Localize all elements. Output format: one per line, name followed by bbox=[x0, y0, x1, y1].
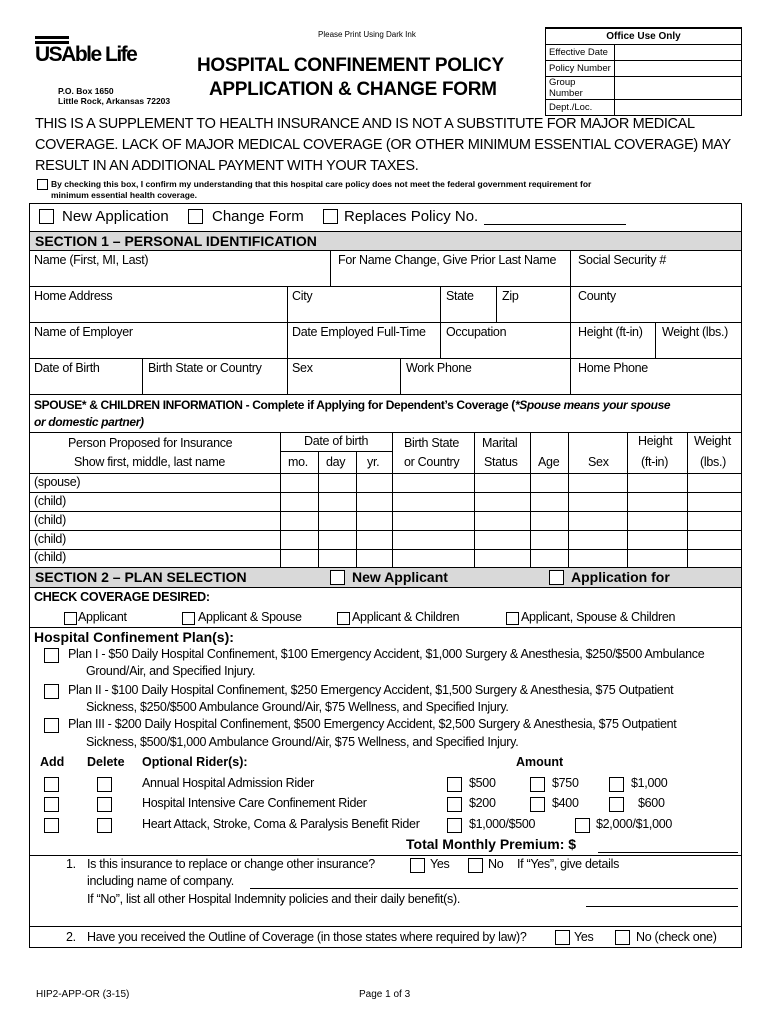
field-date-employed[interactable]: Date Employed Full-Time bbox=[292, 325, 426, 339]
rider-3-amount-2-checkbox[interactable] bbox=[575, 818, 590, 833]
section-2-header bbox=[30, 568, 741, 588]
field-date-of-birth[interactable]: Date of Birth bbox=[34, 361, 100, 375]
field-height[interactable]: Height (ft-in) bbox=[578, 325, 643, 339]
col-birth-state-1: Birth State bbox=[404, 436, 460, 450]
rider-1-name: Annual Hospital Admission Rider bbox=[142, 776, 315, 790]
col-marital-2: Status bbox=[484, 455, 518, 469]
plans-heading: Hospital Confinement Plan(s): bbox=[34, 629, 234, 645]
rider-1-delete-checkbox[interactable] bbox=[97, 777, 112, 792]
plan-1-text-line-1: Plan I - $50 Daily Hospital Confinement, $100 Emergency Accident, $1,000 Surgery & Anesthesia, $250/$500 Ambulance bbox=[68, 647, 705, 661]
col-year: yr. bbox=[367, 455, 380, 469]
field-ssn[interactable]: Social Security # bbox=[578, 253, 666, 267]
office-group-number-value[interactable] bbox=[615, 77, 742, 100]
confirm-text-line-1: By checking this box, I confirm my understanding that this hospital care policy does not meet the federal government requirement for bbox=[51, 179, 592, 189]
question-2-text: Have you received the Outline of Coverage (in those states where required by law)? bbox=[87, 930, 527, 944]
col-person-1: Person Proposed for Insurance bbox=[68, 436, 233, 450]
question-1-text: Is this insurance to replace or change other insurance? bbox=[87, 857, 375, 871]
confirm-checkbox[interactable] bbox=[37, 179, 48, 190]
question-2-no-label: No (check one) bbox=[636, 930, 717, 944]
total-premium-label: Total Monthly Premium: $ bbox=[406, 836, 577, 852]
disclaimer-text: THIS IS A SUPPLEMENT TO HEALTH INSURANCE AND IS NOT A SUBSTITUTE FOR MAJOR MEDICAL COVERAGE. LACK OF MAJOR MEDICAL COVERAGE (OR OTHER MINIMUM ESSENTIAL COVERAGE) MAY RESULT IN AN ADDITIONAL PAYMENT WITH YOUR TAXES. bbox=[35, 116, 731, 174]
plan-1-text-line-2: Ground/Air, and Specified Injury. bbox=[86, 664, 256, 678]
rider-1-amount-1: $500 bbox=[469, 776, 496, 790]
spouse-heading bbox=[34, 397, 740, 431]
plan-1-checkbox[interactable] bbox=[44, 648, 59, 663]
question-1-policies-field[interactable] bbox=[586, 906, 738, 907]
coverage-applicant-checkbox[interactable] bbox=[64, 612, 77, 625]
rider-1-amount-2: $750 bbox=[552, 776, 579, 790]
col-marital-1: Marital bbox=[482, 436, 518, 450]
field-city[interactable]: City bbox=[292, 289, 313, 303]
dependent-row-child-4[interactable]: (child) bbox=[34, 550, 66, 564]
col-sex: Sex bbox=[588, 455, 609, 469]
rider-3-delete-checkbox[interactable] bbox=[97, 818, 112, 833]
field-name[interactable]: Name (First, MI, Last) bbox=[34, 253, 149, 267]
col-day: day bbox=[326, 455, 346, 469]
new-application-label: New Application bbox=[62, 208, 169, 225]
field-home-phone[interactable]: Home Phone bbox=[578, 361, 648, 375]
col-weight-2: (lbs.) bbox=[700, 455, 726, 469]
office-policy-number: Policy Number bbox=[546, 61, 615, 77]
plan-3-text-line-2: Sickness, $500/$1,000 Ambulance Ground/Air, $75 Wellness, and Specified Injury. bbox=[86, 735, 519, 749]
plan-2-text-line-2: Sickness, $250/$500 Ambulance Ground/Air, $75 Wellness, and Specified Injury. bbox=[86, 700, 509, 714]
col-age: Age bbox=[538, 455, 560, 469]
coverage-applicant-children-label: Applicant & Children bbox=[352, 610, 460, 624]
rider-1-amount-2-checkbox[interactable] bbox=[530, 777, 545, 792]
col-date-of-birth: Date of birth bbox=[304, 434, 369, 448]
section-1-title: SECTION 1 – PERSONAL IDENTIFICATION bbox=[35, 233, 317, 249]
question-1-if-yes: If “Yes”, give details bbox=[517, 857, 620, 871]
question-2-yes-checkbox[interactable] bbox=[555, 930, 570, 945]
address-line-2: Little Rock, Arkansas 72203 bbox=[58, 96, 171, 106]
field-sex[interactable]: Sex bbox=[292, 361, 313, 375]
address-line-1: P.O. Box 1650 bbox=[58, 86, 114, 96]
rider-2-amount-3-checkbox[interactable] bbox=[609, 797, 624, 812]
col-birth-state-2: or Country bbox=[404, 455, 460, 469]
coverage-applicant-label: Applicant bbox=[78, 610, 127, 624]
change-form-checkbox[interactable] bbox=[188, 209, 203, 224]
rider-1-amount-1-checkbox[interactable] bbox=[447, 777, 462, 792]
rider-2-name: Hospital Intensive Care Confinement Rider bbox=[142, 796, 367, 810]
new-applicant-checkbox[interactable] bbox=[330, 570, 345, 585]
rider-2-amount-2: $400 bbox=[552, 796, 579, 810]
delete-column-label: Delete bbox=[87, 755, 125, 769]
plan-2-checkbox[interactable] bbox=[44, 684, 59, 699]
replaces-policy-checkbox[interactable] bbox=[323, 209, 338, 224]
spouse-heading-italic-2: or domestic partner) bbox=[34, 415, 144, 429]
coverage-applicant-spouse-label: Applicant & Spouse bbox=[198, 610, 302, 624]
coverage-applicant-spouse-checkbox[interactable] bbox=[182, 612, 195, 625]
dependent-row-child-3[interactable]: (child) bbox=[34, 532, 66, 546]
rider-1-amount-3: $1,000 bbox=[631, 776, 668, 790]
col-person-2: Show first, middle, last name bbox=[74, 455, 226, 469]
logo-text: USAble Life bbox=[35, 43, 137, 66]
field-weight[interactable]: Weight (lbs.) bbox=[662, 325, 729, 339]
rider-1-amount-3-checkbox[interactable] bbox=[609, 777, 624, 792]
question-2-yes-label: Yes bbox=[574, 930, 594, 944]
form-code: HIP2-APP-OR (3-15) bbox=[36, 989, 130, 1000]
spouse-heading-italic: *Spouse means your spouse bbox=[514, 398, 671, 412]
col-height-2: (ft-in) bbox=[641, 455, 669, 469]
rider-3-amount-2: $2,000/$1,000 bbox=[596, 817, 673, 831]
rider-3-amount-1: $1,000/$500 bbox=[469, 817, 536, 831]
riders-heading: Optional Rider(s): bbox=[142, 755, 248, 769]
change-form-label: Change Form bbox=[212, 208, 304, 225]
coverage-family-label: Applicant, Spouse & Children bbox=[521, 610, 676, 624]
field-state[interactable]: State bbox=[446, 289, 474, 303]
col-weight-1: Weight bbox=[694, 434, 731, 448]
question-1-details-field[interactable] bbox=[250, 888, 738, 889]
section-1-header bbox=[30, 231, 741, 251]
plan-3-text-line-1: Plan III - $200 Daily Hospital Confinement, $500 Emergency Accident, $2,500 Surgery & Anesthesia, $75 Outpatient bbox=[68, 717, 677, 731]
page-number: Page 1 of 3 bbox=[359, 989, 411, 1000]
coverage-applicant-children-checkbox[interactable] bbox=[337, 612, 350, 625]
question-1-no-checkbox[interactable] bbox=[468, 858, 483, 873]
question-1-line-2: including name of company. bbox=[87, 874, 234, 888]
office-use-table bbox=[545, 27, 742, 116]
dependent-row-spouse[interactable]: (spouse) bbox=[34, 475, 81, 489]
rider-2-amount-1: $200 bbox=[469, 796, 496, 810]
print-note: Please Print Using Dark Ink bbox=[318, 30, 416, 39]
plan-3-checkbox[interactable] bbox=[44, 718, 59, 733]
field-employer[interactable]: Name of Employer bbox=[34, 325, 133, 339]
field-prior-last-name[interactable]: For Name Change, Give Prior Last Name bbox=[338, 253, 557, 267]
new-applicant-label: New Applicant bbox=[352, 569, 448, 585]
question-2-number: 2. bbox=[66, 930, 76, 944]
question-1-number: 1. bbox=[66, 857, 76, 871]
field-zip[interactable]: Zip bbox=[502, 289, 519, 303]
amount-label: Amount bbox=[516, 755, 564, 769]
office-dept-loc: Dept./Loc. bbox=[546, 100, 615, 116]
dependent-row-child-2[interactable]: (child) bbox=[34, 513, 66, 527]
spouse-heading-bold: SPOUSE* & CHILDREN INFORMATION - Complete if Applying for Dependent’s Coverage ( bbox=[34, 398, 515, 412]
field-county[interactable]: County bbox=[578, 289, 616, 303]
col-month: mo. bbox=[288, 455, 308, 469]
field-birth-state[interactable]: Birth State or Country bbox=[148, 361, 262, 375]
rider-2-add-checkbox[interactable] bbox=[44, 797, 59, 812]
rider-3-amount-1-checkbox[interactable] bbox=[447, 818, 462, 833]
question-1-line-3: If “No”, list all other Hospital Indemnity policies and their daily benefit(s). bbox=[87, 892, 460, 906]
field-home-address[interactable]: Home Address bbox=[34, 289, 113, 303]
question-1-no-label: No bbox=[488, 857, 504, 871]
application-for-label: Application for bbox=[571, 569, 670, 585]
application-for-checkbox[interactable] bbox=[549, 570, 564, 585]
company-logo bbox=[35, 36, 135, 68]
question-2-no-checkbox[interactable] bbox=[615, 930, 630, 945]
total-premium-field[interactable] bbox=[598, 852, 738, 853]
office-use-title: Office Use Only bbox=[546, 28, 742, 45]
question-1-yes-checkbox[interactable] bbox=[410, 858, 425, 873]
field-work-phone[interactable]: Work Phone bbox=[406, 361, 472, 375]
rider-2-amount-1-checkbox[interactable] bbox=[447, 797, 462, 812]
replaces-policy-label: Replaces Policy No. bbox=[344, 208, 479, 225]
form-title-line-1: HOSPITAL CONFINEMENT POLICY bbox=[197, 55, 504, 76]
rider-2-amount-2-checkbox[interactable] bbox=[530, 797, 545, 812]
rider-3-name: Heart Attack, Stroke, Coma & Paralysis Benefit Rider bbox=[142, 817, 420, 831]
new-application-checkbox[interactable] bbox=[39, 209, 54, 224]
rider-2-delete-checkbox[interactable] bbox=[97, 797, 112, 812]
rider-2-amount-3: $600 bbox=[638, 796, 665, 810]
rider-1-add-checkbox[interactable] bbox=[44, 777, 59, 792]
replaces-policy-number-field[interactable] bbox=[484, 224, 626, 225]
section-2-title: SECTION 2 – PLAN SELECTION bbox=[35, 569, 247, 585]
field-occupation[interactable]: Occupation bbox=[446, 325, 507, 339]
office-effective-date-value[interactable] bbox=[615, 45, 742, 61]
confirm-text-line-2: minimum essential health coverage. bbox=[51, 190, 197, 200]
check-coverage-label: CHECK COVERAGE DESIRED: bbox=[34, 590, 210, 604]
office-effective-date: Effective Date bbox=[546, 45, 615, 61]
plan-2-text-line-1: Plan II - $100 Daily Hospital Confinement, $250 Emergency Accident, $1,500 Surgery & Anesthesia, $75 Outpatient bbox=[68, 683, 674, 697]
dependent-row-child-1[interactable]: (child) bbox=[34, 494, 66, 508]
col-height-1: Height bbox=[638, 434, 673, 448]
form-title-line-2: APPLICATION & CHANGE FORM bbox=[209, 79, 497, 100]
rider-3-add-checkbox[interactable] bbox=[44, 818, 59, 833]
coverage-family-checkbox[interactable] bbox=[506, 612, 519, 625]
add-column-label: Add bbox=[40, 755, 65, 769]
office-group-number: Group Number bbox=[546, 77, 615, 100]
office-policy-number-value[interactable] bbox=[615, 61, 742, 77]
question-1-yes-label: Yes bbox=[430, 857, 450, 871]
